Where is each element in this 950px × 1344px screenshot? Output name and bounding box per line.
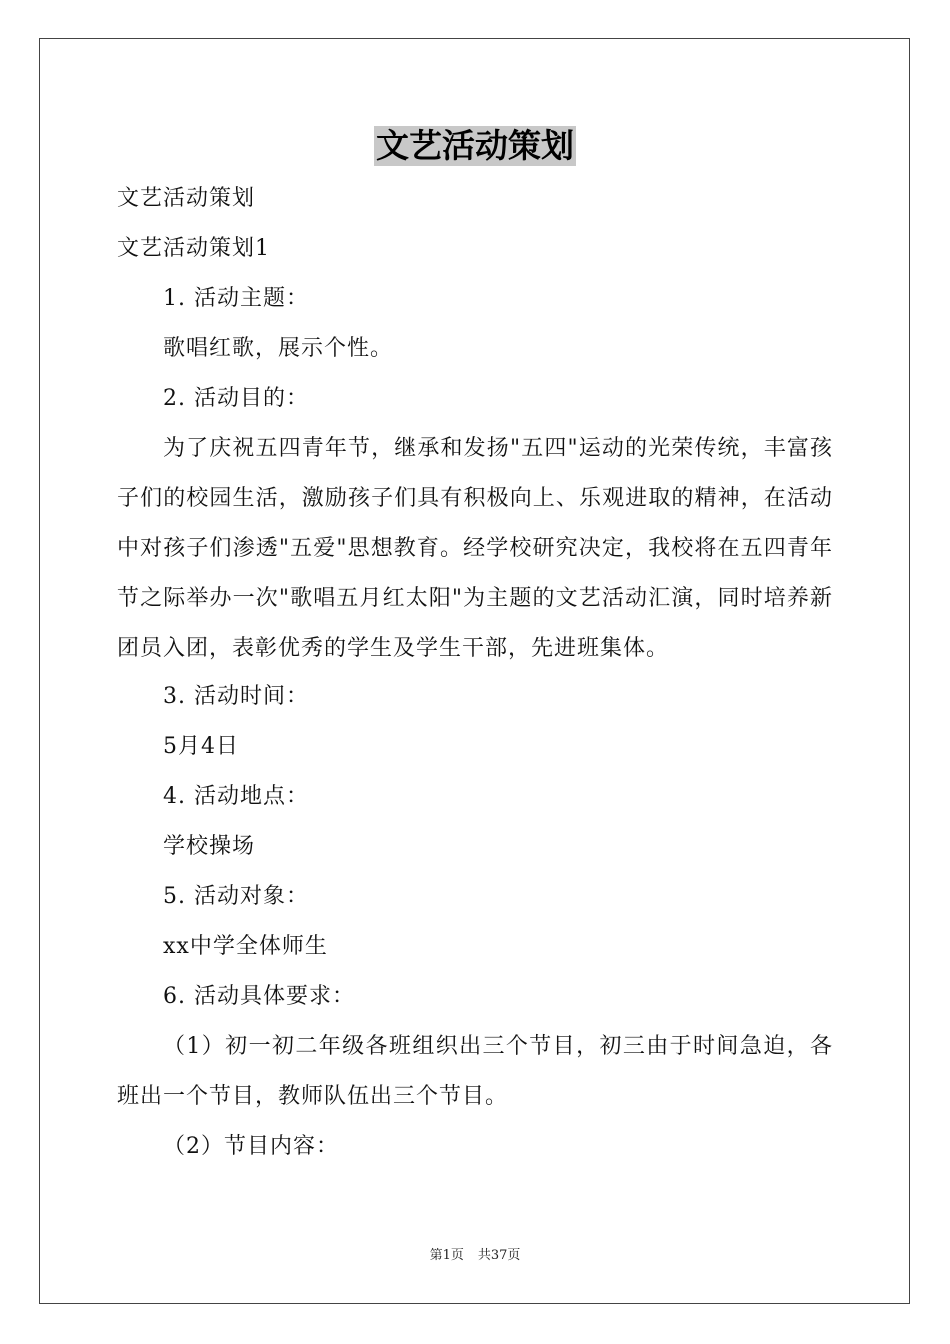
place-value: 学校操场	[163, 834, 256, 859]
audience-label: 5. 活动对象：	[163, 884, 309, 909]
page-number: 第1页	[429, 1248, 464, 1263]
page-footer	[0, 1247, 950, 1265]
audience-value: xx中学全体师生	[163, 934, 328, 959]
document-subtitle: 文艺活动策划	[117, 186, 256, 211]
theme-value: 歌唱红歌，展示个性。	[163, 336, 394, 361]
page-total: 共37页	[477, 1248, 521, 1263]
requirements-label: 6. 活动具体要求：	[163, 984, 355, 1009]
document-title: 文艺活动策划	[376, 126, 574, 165]
title-container	[0, 126, 950, 166]
purpose-label: 2. 活动目的：	[163, 386, 309, 411]
requirement-2: （2）节目内容：	[163, 1134, 339, 1159]
time-value: 5月4日	[163, 734, 239, 759]
purpose-paragraph: 为了庆祝五四青年节，继承和发扬"五四"运动的光荣传统，丰富孩子们的校园生活，激励孩子们具有积极向上、乐观进取的精神，在活动中对孩子们渗透"五爱"思想教育。经学校研究决定，我校将在五四青年节之际举办一次"歌唱五月红太阳"为主题的文艺活动汇演，同时培养新团员入团，表彰优秀的学生及学生干部，先进班集体。	[117, 436, 833, 661]
time-label: 3. 活动时间：	[163, 684, 309, 709]
theme-label: 1. 活动主题：	[163, 286, 309, 311]
section-heading: 文艺活动策划1	[117, 236, 270, 261]
place-label: 4. 活动地点：	[163, 784, 309, 809]
requirement-1: （1）初一初二年级各班组织出三个节目，初三由于时间急迫，各班出一个节目，教师队伍出三个节目。	[117, 1034, 833, 1109]
